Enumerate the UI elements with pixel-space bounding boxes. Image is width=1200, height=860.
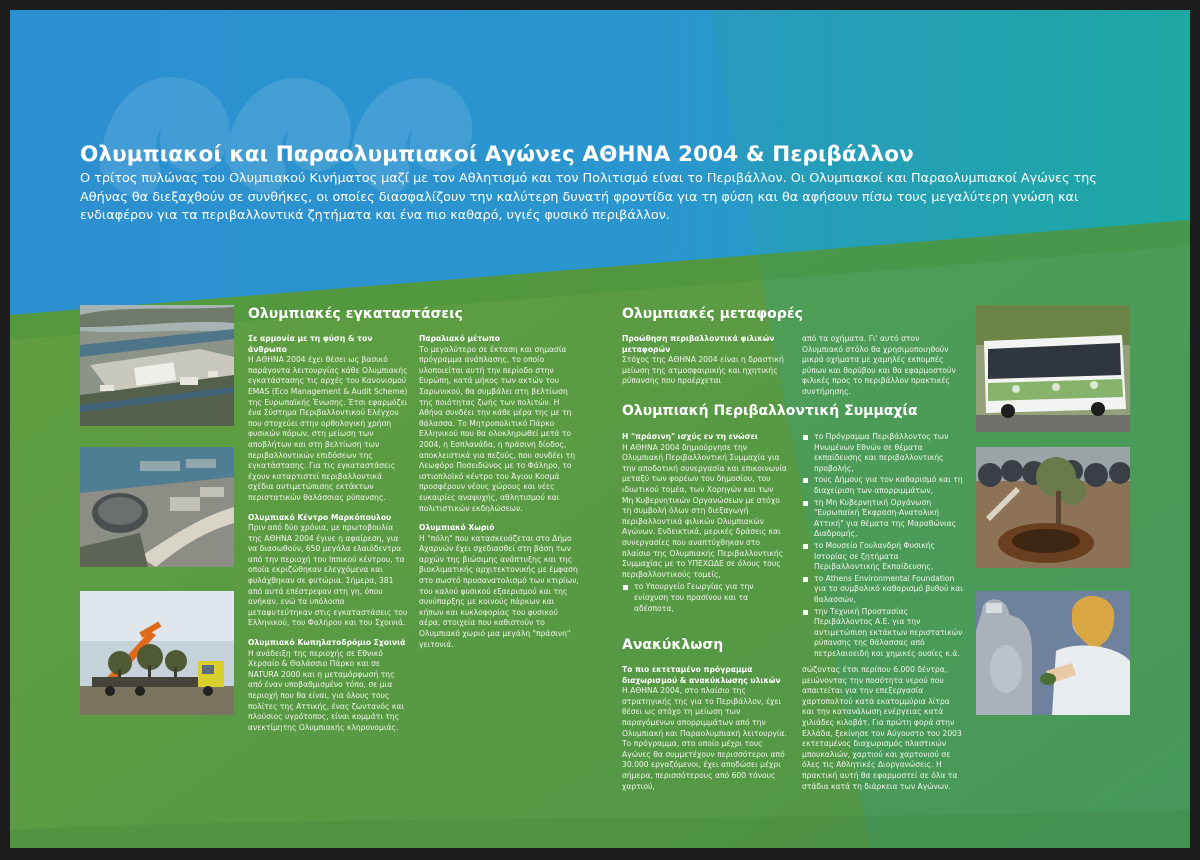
facilities-column-2 [419,334,579,659]
rowing-centre-aerial-photo [80,305,234,426]
section-text: Η "πόλη" που κατασκευάζεται στο Δήμο Αχαρνών έχει σχεδιασθεί στη βάση των αρχών της βιώσιμης ανάπτυξης και της βιοκλιματικής αρχιτεκτονικής με έμφαση στο σωστό προσανατολισμό των κτιρίων, του καλού φυσικού εξαερισμού και της συνύπαρξης με κοινούς πάρκων και κήπων και κυκλοφορίας του φυσικού αέρα, στοιχεία που καθιστούν το Ολυμπιακό χωριό μια μεγάλη "πράσινη" γειτονιά. [419,533,579,649]
recycling-section-continued [802,665,962,792]
alliance-heading: Ολυμπιακή Περιβαλλοντική Συμμαχία [622,403,918,419]
list-item: τη Μη Κυβερνητική Οργάνωση "Ευρωπαϊκή Έκφραση-Ανατολική Αττική" για θέματα της Μαραθώνιας Διαδρομής, [802,498,964,540]
section-text: Πριν από δύο χρόνια, με πρωτοβουλία της ΑΘΗΝΑ 2004 έγινε η αφαίρεση, για να διασωθούν, 650 μεγάλα ελαιόδεντρα από την περιοχή του Ιππικού κέντρου, τα οποία εκριζώθηκαν ελεγχόμενα και φυλάχθηκαν σε φυτώρια. Σήμερα, 381 από αυτά επέστρεψαν στη γη, όπου ανήκαν, ενώ τα υπόλοιπα μεταφυτεύτηκαν στις εγκαταστάσεις του Ελληνικού, του Φαλήρου και του Σχοινιά. [248,523,408,628]
alliance-section [622,432,787,580]
alliance-column-1 [622,432,787,615]
transport-heading: Ολυμπιακές μεταφορές [622,306,803,322]
section-text: Στόχος της ΑΘΗΝΑ 2004 είναι η δραστική μείωση της ατμοσφαιρικής και ηχητικής ρύπανσης που προέρχεται [622,355,784,386]
facilities-section-olympic-village [419,523,579,650]
section-title: Ολυμπιακό Κωπηλατοδρόμιο Σχοινιά [248,638,406,648]
section-title: Το πιο εκτεταμένο πρόγραμμα διαχωρισμού & ανακύκλωσης υλικών [622,665,781,685]
section-text: Η ΑΘΗΝΑ 2004 έχει θέσει ως βασικό παράγοντα λειτουργίας κάθε Ολυμπιακής εγκατάστασης τις αρχές του Κανονισμού EMAS (Eco Management & Audit Scheme) της Ευρωπαϊκής Ένωσης. Έτσι εφαρμόζει ένα Σύστημα Περιβαλλοντικού Ελέγχου που στοχεύει στην ορθολογική χρήση φυσικών πόρων, στη μείωση των αποβλήτων και στη βελτίωση των περιβαλλοντικών επιδόσεων της εγκατάστασης. Για τις εγκαταστάσεις έχουν καταρτιστεί περιβαλλοντικά σχέδια αντιμετώπισης εκτάκτων περιστατικών θαλάσσιας ρύπανσης. [248,355,408,502]
list-item: την Τεχνική Προστασίας Περιβάλλοντος Α.Ε. για την αντιμετώπιση εκτάκτων περιστατικών ρύπανσης της θάλασσας από πετρελαιοειδή και χημικές ουσίες κ.ά. [802,607,964,660]
alliance-column-2 [802,432,964,660]
recycling-heading: Ανακύκλωση [622,637,724,653]
facilities-heading: Ολυμπιακές εγκαταστάσεις [248,306,463,322]
section-title: Η "πράσινη" ισχύς εν τη ενώσει [622,432,758,441]
environmental-bus-photo [976,305,1130,432]
section-title: Ολυμπιακό Κέντρο Μαρκόπουλου [248,512,392,522]
facilities-section-coastal-front [419,334,579,514]
list-item: το Μουσείο Γουλανδρή Φυσικής Ιστορίας σε ζητήματα Περιβαλλοντικής Εκπαίδευσης, [802,541,964,573]
facilities-section-markopoulo [248,513,408,630]
facilities-column-1 [248,334,408,742]
recycling-column-2 [802,665,962,801]
olive-tree-transport-photo [80,591,234,715]
recycling-bottle-photo [976,591,1130,715]
section-text: σώζοντας έτσι περίπου 6.000 δέντρα, μειώνοντας την ποσότητα νερού που απαιτείται για την επεξεργασία χαρτοπολτού κατά εκατομμύρια λίτρα και την κατανάλωση ενέργειας κατά χιλιάδες κιλοβάτ. Για πρώτη φορά στην Ελλάδα, ξεκίνησε τον Αύγουστο του 2003 εκτεταμένος διαχωρισμός πλαστικών μπουκαλιών, χαρτιού και χαρτονιού σε όλες τις Αθλητικές Διοργανώσεις. Η πρακτική αυτή θα εφαρμοστεί σε όλα τα στάδια κατά τη διάρκεια των Αγώνων. [802,665,962,791]
section-text: Η ΑΘΗΝΑ 2004, στο πλαίσιο της στρατηγικής της για το Περιβάλλον, έχει θέσει ως στόχο τη μείωση των παραγόμενων απορριμμάτων από την Ολυμπιακή και Παραολυμπιακή λειτουργία. Το πρόγραμμα, στο οποίο μέχρι τους Αγώνες θα συμμετέχουν περισσότεροι από 30.000 εργαζόμενοι, έχει αποδώσει μέχρι σήμερα, περισσότερους από 600 τόνους χαρτιού, [622,686,787,791]
facilities-section-schinias [248,638,408,733]
facilities-section-harmony [248,334,408,504]
transport-column-1 [622,334,787,396]
alliance-bullet-list-right [802,432,964,659]
faliro-coastal-zone-aerial-photo [80,447,234,567]
section-title: Προώθηση περιβαλλοντικά φιλικών μεταφορών [622,334,775,354]
list-item: το Υπουργείο Γεωργίας για την ενίσχυση του πρασίνου και τα αδέσποτα, [622,582,787,614]
recycling-column-1 [622,665,787,801]
list-item: το Πρόγραμμα Περιβάλλοντος των Ηνωμένων Εθνών σε θέματα εκπαίδευσης και περιβαλλοντικής προβολής, [802,432,964,474]
section-text: Η ΑΘΗΝΑ 2004 δημιούργησε την Ολυμπιακή Περιβαλλοντική Συμμαχία για την αποδοτική συνεργασία και επικοινωνία μεταξύ των φορέων του δημοσίου, του ιδιωτικού τομέα, των Χορηγών και των Μη Κυβερνητικών Οργανώσεων με στόχο τη συμβολή όλων στη διεξαγωγή περιβαλλοντικά φιλικών Ολυμπιακών Αγώνων. Ενδεικτικά, μερικές δράσεις και συνεργασίες που αναπτύχθηκαν στο πλαίσιο της Ολυμπιακής Περιβαλλοντικής Συμμαχίας με το ΥΠΕΧΩΔΕ σε όλους τους περιβαλλοντικούς τομείς, [622,442,787,579]
tree-planting-photo [976,447,1130,568]
transport-section [622,334,787,387]
section-title: Παραλιακό μέτωπο [419,334,500,343]
transport-section-continued [802,334,962,398]
recycling-section [622,665,787,792]
page-title: Ολυμπιακοί και Παραολυμπιακοί Αγώνες ΑΘΗΝΑ 2004 & Περιβάλλον [80,142,914,167]
section-text: Το μεγαλύτερο σε έκταση και σημασία πρόγραμμα ανάπλασης, το οποίο υλοποιείται αυτή την περίοδο στην Ευρώπη, κατά μήκος των ακτών του Σαρωνικού, θα συμβάλει στη βελτίωση της ποιότητας ζωής των πολιτών. Η Αθήνα συνδέει την κάθε μέρα της με τη θάλασσα. Το Μητροπολιτικό Πάρκο Ελληνικού που θα ολοκληρωθεί μετά το 2004, η Εσπλανάδα, η πράσινη δίοδος, αποκλειστικά για πεζούς, που συνδέει τη Λεωφόρο Ποσειδώνος με το Φάληρο, το ιστιοπλοϊκό κέντρο του Άγιου Κοσμά προσφέρουν νέους χώρους και νέες ευκαιρίες αναψυχής, αθλητισμού και πολιτιστικών εκδηλώσεων. [419,344,576,513]
intro-paragraph: Ο τρίτος πυλώνας του Ολυμπιακού Κινήματος μαζί με τον Αθλητισμό και τον Πολιτισμό είναι το Περιβάλλον. Οι Ολυμπιακοί και Παραολυμπιακοί Αγώνες της Αθήνας θα διεξαχθούν σε συνθήκες, οι οποίες διασφαλίζουν την καλύτερη δυνατή φροντίδα για τη φύση και θα αφήσουν πίσω τους μεγαλύτερη γνώση και ενδιαφέρον για τα περιβαλλοντικά ζητήματα και ένα πιο καθαρό, υγιές φυσικό περιβάλλον. [80,171,1097,223]
poster-page [10,10,1190,848]
section-text: από τα οχήματα. Γι' αυτό στον Ολυμπιακό στόλο θα χρησιμοποιηθούν μικρά οχήματα με χαμηλές εκπομπές ρύπων και θορύβου και θα εφαρμοστούν φιλικές προς το περιβάλλον πρακτικές συντήρησης. [802,334,956,396]
transport-column-2 [802,334,962,407]
alliance-bullet-list-left [622,582,787,614]
list-item: το Athens Environmental Foundation για το συμβολικό καθαρισμό βυθού και θαλασσών, [802,574,964,606]
section-title: Σε αρμονία με τη φύση & τον άνθρωπο [248,334,373,354]
section-title: Ολυμπιακό Χωριό [419,523,495,533]
section-text: Η ανάδειξη της περιοχής σε Εθνικό Χερσαίο & Θαλάσσιο Πάρκο και σε NATURA 2000 και η μεταμόρφωσή της από έναν υποβαθμισμένο τόπο, σε μια περιοχή που θα είναι, για όλους τους πολίτες της Αττικής, ένας ζωντανός και πλούσιος υγρότοπος, είναι κομμάτι της ανεκτίμητης Ολυμπιακής κληρονομιάς. [248,648,404,732]
list-item: τους Δήμους για τον καθαρισμό και τη διαχείριση των απορριμμάτων, [802,475,964,496]
